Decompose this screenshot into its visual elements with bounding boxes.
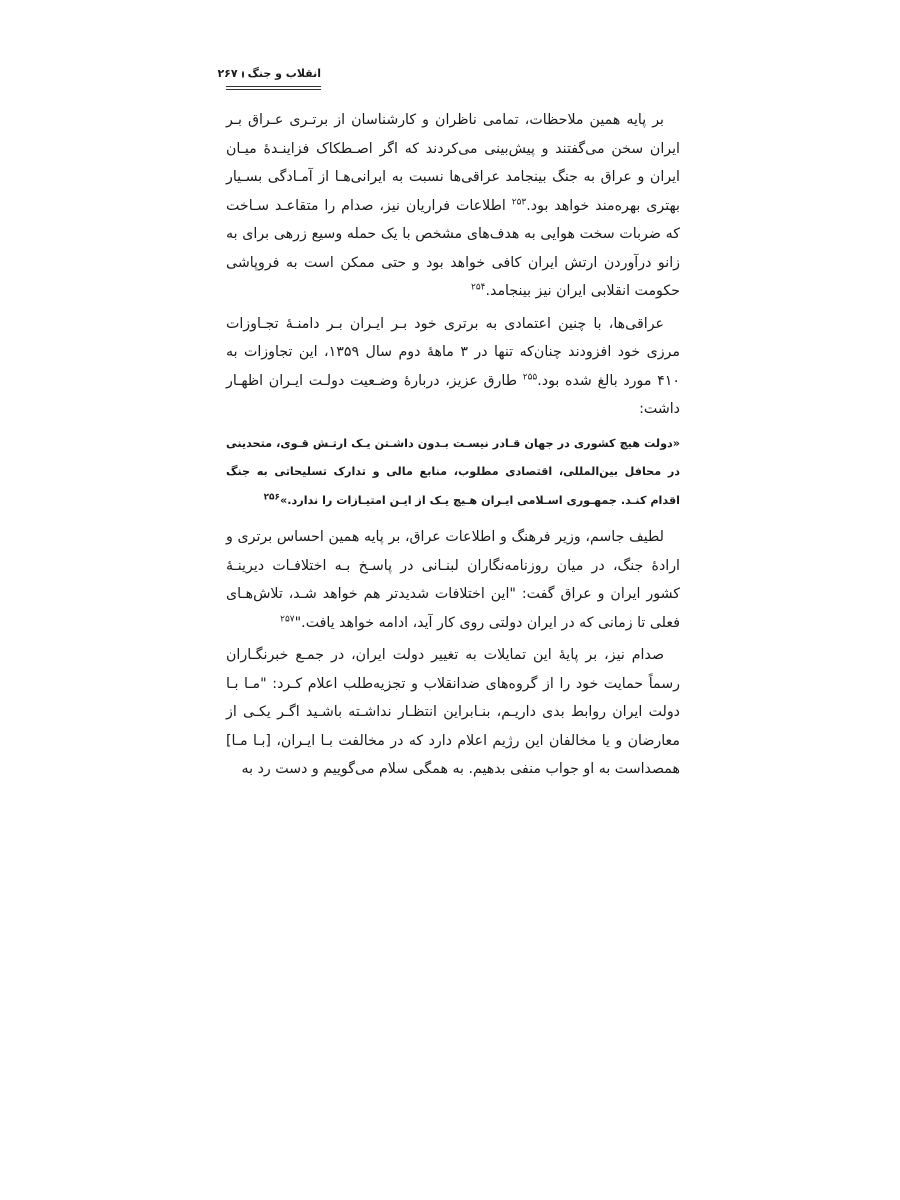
paragraph-text: بر پایه همین ملاحظات، تمامی ناظران و کارشناسان از برتـری عـراق بـر ایران سخن می‌گفتند و پیش‌بینی می‌کردند که اگر اصـطکاک فزاینـدهٔ میـان ایران و عراق به جنگ بینجامد عراقی‌ها نسبت به ایرانی‌هـا از آمـادگی بسـیار بهتری بهره‌مند خواهد بود. (226, 112, 680, 214)
book-page (217, 64, 681, 824)
page-number: ۲۶۷ (217, 67, 238, 80)
paragraph-text: «دولت هیچ کشوری در جهان قـادر نیسـت بـدون داشـتن یـک ارتـش قـوی، متحدینی در محافل بین‌المللی، اقتصادی مطلوب، منابع مالی و تدارک تسلیحاتی به جنگ اقدام کنـد. جمهـوری اسـلامی ایـران هـیچ یـک از ایـن امتیـازات را ندارد.» (226, 436, 680, 507)
header-rule-top (226, 86, 321, 87)
running-title: انقلاب و جنگ (247, 67, 321, 80)
header-rule-bottom (226, 89, 321, 90)
footnote-marker: ۲۵۵ (522, 371, 538, 382)
block-quote (226, 430, 680, 516)
paragraph (226, 523, 680, 637)
paragraph (226, 310, 680, 424)
paragraph (226, 641, 680, 784)
paragraph-text: عراقی‌ها، با چنین اعتمادی به برتری خود بـر ایـران بـر دامنـهٔ تجـاوزات مرزی خود افزودند چنان‌که تنها در ۳ ماههٔ دوم سال ۱۳۵۹، این تجاوزات به ۴۱۰ مورد بالغ شده بود. (226, 315, 681, 389)
running-head-text (217, 64, 321, 84)
paragraph-text: اطلاعات فراریان نیز، صدام را متقاعـد سـاخت که ضربات سخت هوایی به هدف‌های مشخص با یک حمله وسیع زرهی برای به زانو درآوردن ارتش ایران کافی خواهد بود و حتی ممکن است به فروپاشی حکومت انقلابی ایران نیز بینجامد. (226, 197, 680, 299)
paragraph (226, 106, 680, 306)
footnote-marker: ۲۵۳ (511, 196, 527, 207)
footnote-marker: ۲۵۴ (470, 282, 486, 293)
paragraph-text: طارق عزیز، دربارهٔ وضـعیت دولـت ایـران اظهـار داشت: (226, 372, 680, 417)
footnote-marker: ۲۵۶ (263, 491, 281, 502)
running-head (217, 64, 321, 92)
paragraph-text: لطیف جاسم، وزیر فرهنگ و اطلاعات عراق، بر پایه همین احساس برتری و ارادهٔ جنگ، در میان روزنامه‌نگاران لبنـانی در پاسـخ بـه اختلافـات دیرینـهٔ کشور ایران و عراق گفت: "این اختلافات شدیدتر هم خواهد شـد، تلاش‌هـای فعلی تا زمانی که در ایران دولتی روی کار آید، ادامه خواهد یافت." (226, 529, 680, 631)
body-text (226, 106, 680, 788)
footnote-marker: ۲۵۷ (280, 613, 295, 624)
circle-separator-icon (242, 71, 244, 78)
paragraph-text: صدام نیز، بر پایهٔ این تمایلات به تغییر دولت ایران، در جمـع خبرنگـاران رسماً حمایت خود را از گروه‌های ضدانقلاب و تجزیه‌طلب اعلام کـرد: "مـا بـا دولت ایران روابط بدی داریـم، بنـابراین انتظـار نداشـته باشـید اگـر یکـی از معارضان و یا مخالفان این رژیم اعلام دارد که در مخالفت بـا ایـران، [بـا مـا] همصداست به او جواب منفی بدهیم. به همگی سلام می‌گوییم و دست رد به (226, 647, 680, 777)
